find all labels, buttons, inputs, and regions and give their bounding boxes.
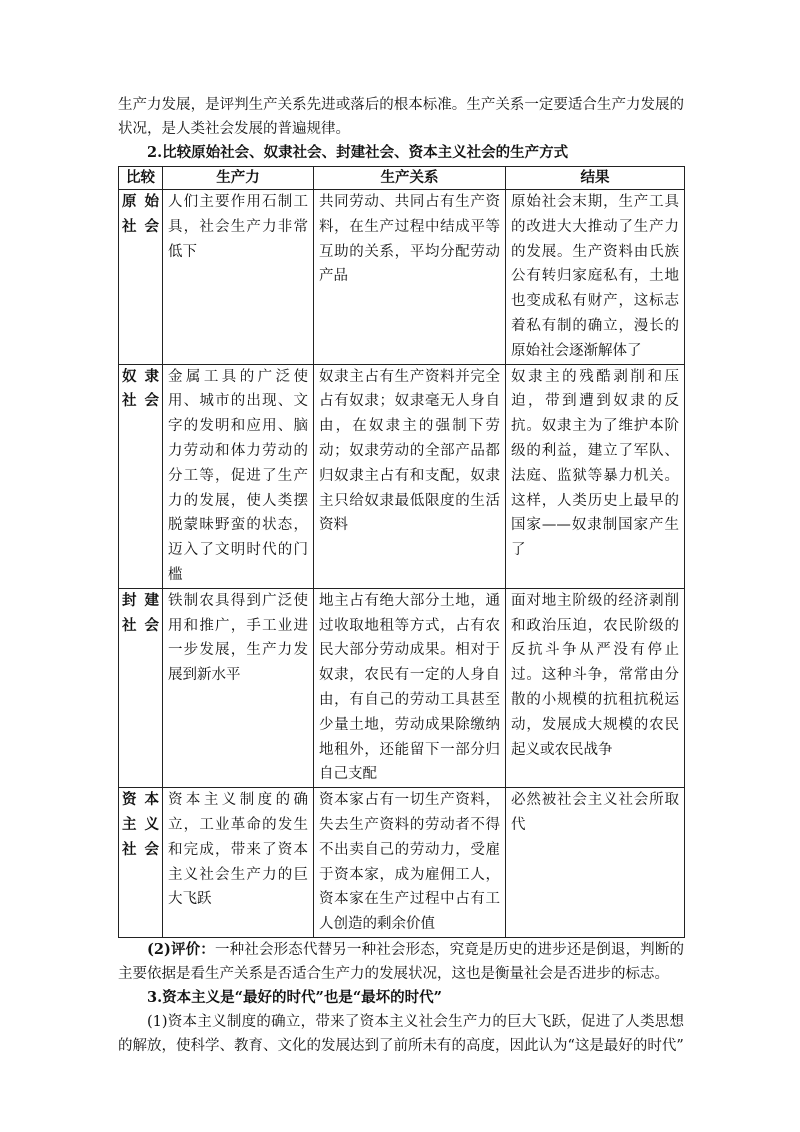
header-compare: 比较 [119,167,163,190]
row-label: 原始社会 [119,190,163,365]
cell-productivity: 人们主要作用石制工具，社会生产力非常低下 [163,190,314,365]
cell-result: 原始社会末期，生产工具的改进大大推动了生产力的发展。生产资料由氏族公有转归家庭私有，土地也变成私有财产，这标志着私有制的确立，漫长的原始社会逐渐解体了 [506,190,685,365]
cell-productivity: 铁制农具得到广泛使用和推广，手工业进一步发展，生产力发展到新水平 [163,588,314,787]
document-page [118,93,684,1058]
intro-paragraph: 生产力发展，是评判生产关系先进或落后的根本标准。生产关系一定要适合生产力发展的状况，是人类社会发展的普遍规律。 [118,97,684,137]
evaluation-lead: (2)评价： [147,940,215,958]
cell-relations: 奴隶主占有生产资料并完全占有奴隶；奴隶毫无人身自由，在奴隶主的强制下劳动；奴隶劳动的全部产品都归奴隶主占有和支配，奴隶主只给奴隶最低限度的生活资料 [314,364,506,588]
section-3-heading: 3.资本主义是“最好的时代”也是“最坏的时代” [147,988,442,1006]
cell-relations: 地主占有绝大部分土地，通过收取地租等方式，占有农民大部分劳动成果。相对于奴隶，农民有一定的人身自由，有自己的劳动工具甚至少量土地，劳动成果除缴纳地租外，还能留下一部分归自己支配 [314,588,506,787]
section-2-heading: 2.比较原始社会、奴隶社会、封建社会、资本主义社会的生产方式 [147,144,569,161]
table-row [119,364,685,588]
table-row [119,190,685,365]
cell-productivity: 金属工具的广泛使用、城市的出现、文字的发明和应用、脑力劳动和体力劳动的分工等，促进了生产力的发展，使人类摆脱蒙昧野蛮的状态，迈入了文明时代的门槛 [163,364,314,588]
cell-result: 奴隶主的残酷剥削和压迫，带到遭到奴隶的反抗。奴隶主为了维护本阶级的利益，建立了军队、法庭、监狱等暴力机关。这样，人类历史上最早的国家——奴隶制国家产生了 [506,364,685,588]
header-relations: 生产关系 [314,167,506,190]
table-row [119,588,685,787]
table-row [119,788,685,938]
cell-relations: 资本家占有一切生产资料，失去生产资料的劳动者不得不出卖自己的劳动力，受雇于资本家，成为雇佣工人，资本家在生产过程中占有工人创造的剩余价值 [314,788,506,938]
row-label: 封建社会 [119,588,163,787]
cell-relations: 共同劳动、共同占有生产资料，在生产过程中结成平等互助的关系，平均分配劳动产品 [314,190,506,365]
section-3-paragraph: (1)资本主义制度的确立，带来了资本主义社会生产力的巨大飞跃，促进了人类思想的解放，使科学、教育、文化的发展达到了前所未有的高度，因此认为“这是最好的时代” [118,1013,684,1054]
cell-result: 必然被社会主义社会所取代 [506,788,685,938]
cell-result: 面对地主阶级的经济剥削和政治压迫，农民阶级的反抗斗争从严没有停止过。这种斗争，常常由分散的小规模的抗租抗税运动，发展成大规模的农民起义或农民战争 [506,588,685,787]
table-header-row [119,167,685,190]
header-productivity: 生产力 [163,167,314,190]
row-label: 奴隶社会 [119,364,163,588]
cell-productivity: 资本主义制度的确立，工业革命的发生和完成，带来了资本主义社会生产力的巨大飞跃 [163,788,314,938]
evaluation-text: 一种社会形态代替另一种社会形态，究竟是历史的进步还是倒退，判断的主要依据是看生产关系是否适合生产力的发展状况，这也是衡量社会是否进步的标志。 [118,941,685,982]
row-label: 资本主义社会 [119,788,163,938]
header-result: 结果 [506,167,685,190]
comparison-table [118,166,685,938]
evaluation-paragraph [118,938,684,986]
